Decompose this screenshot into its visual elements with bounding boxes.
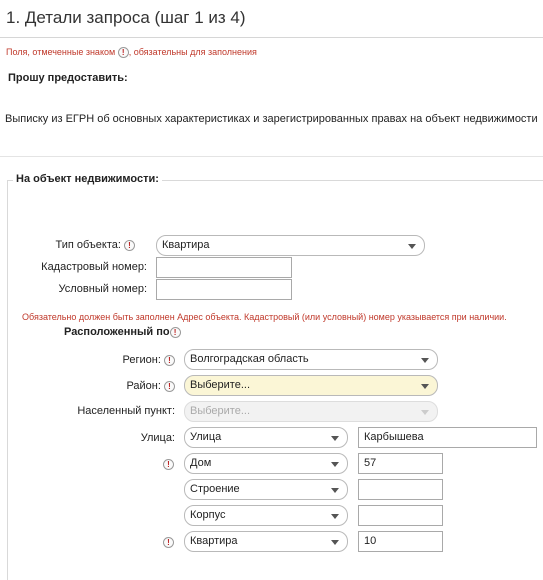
chevron-down-icon [331, 488, 339, 493]
building-input[interactable] [358, 479, 443, 500]
corpus-type-value: Корпус [190, 509, 226, 521]
object-type-label-text: Тип объекта: [55, 239, 121, 251]
locality-label: Населенный пункт: [77, 405, 175, 417]
chevron-down-icon [331, 462, 339, 467]
object-type-select[interactable] [156, 235, 425, 256]
location-heading [64, 326, 181, 338]
district-label [126, 380, 175, 392]
house-type-value: Дом [190, 457, 212, 469]
region-label [123, 354, 175, 366]
cadastral-label: Кадастровый номер: [41, 261, 147, 273]
region-value: Волгоградская область [190, 353, 309, 365]
conditional-label: Условный номер: [58, 283, 147, 295]
chevron-down-icon [421, 384, 429, 389]
chevron-down-icon [331, 540, 339, 545]
chevron-down-icon [421, 410, 429, 415]
required-icon: ! [118, 47, 129, 58]
locality-select[interactable] [184, 401, 438, 422]
locality-value: Выберите... [190, 405, 251, 417]
street-input[interactable]: Карбышева [358, 427, 537, 448]
required-note [6, 47, 257, 58]
district-select[interactable] [184, 375, 438, 396]
conditional-input[interactable] [156, 279, 292, 300]
apartment-input[interactable]: 10 [358, 531, 443, 552]
corpus-type-select[interactable] [184, 505, 348, 526]
required-icon: ! [124, 240, 135, 251]
required-icon: ! [163, 537, 174, 548]
region-select[interactable] [184, 349, 438, 370]
cadastral-input[interactable] [156, 257, 292, 278]
required-icon: ! [170, 327, 181, 338]
page-title: 1. Детали запроса (шаг 1 из 4) [6, 8, 246, 27]
building-type-select[interactable] [184, 479, 348, 500]
required-icon: ! [164, 355, 175, 366]
location-heading-text: Расположенный по [64, 326, 170, 338]
chevron-down-icon [331, 436, 339, 441]
object-type-value: Квартира [162, 239, 210, 251]
apartment-type-value: Квартира [190, 535, 238, 547]
chevron-down-icon [408, 244, 416, 249]
required-icon: ! [164, 381, 175, 392]
required-note-before: Поля, отмеченные знаком [6, 47, 116, 57]
apartment-type-select[interactable] [184, 531, 348, 552]
street-type-select[interactable] [184, 427, 348, 448]
section-divider [0, 156, 543, 157]
object-legend: На объект недвижимости: [13, 173, 162, 185]
required-icon: ! [163, 459, 174, 470]
street-label: Улица: [140, 432, 175, 444]
address-warning: Обязательно должен быть заполнен Адрес объекта. Кадастровый (или условный) номер указывается при наличии. [22, 312, 507, 322]
object-type-label [55, 239, 135, 251]
street-type-value: Улица [190, 431, 222, 443]
chevron-down-icon [331, 514, 339, 519]
required-note-after: , обязательны для заполнения [128, 47, 257, 57]
building-type-value: Строение [190, 483, 240, 495]
region-label-text: Регион: [122, 354, 161, 366]
district-value: Выберите... [190, 379, 251, 391]
chevron-down-icon [421, 358, 429, 363]
request-text: Выписку из ЕГРН об основных характеристиках и зарегистрированных правах на объект недвижимости [5, 113, 538, 125]
district-label-text: Район: [126, 380, 161, 392]
request-heading: Прошу предоставить: [8, 72, 128, 84]
house-input[interactable]: 57 [358, 453, 443, 474]
title-divider [0, 37, 543, 38]
corpus-input[interactable] [358, 505, 443, 526]
house-type-select[interactable] [184, 453, 348, 474]
